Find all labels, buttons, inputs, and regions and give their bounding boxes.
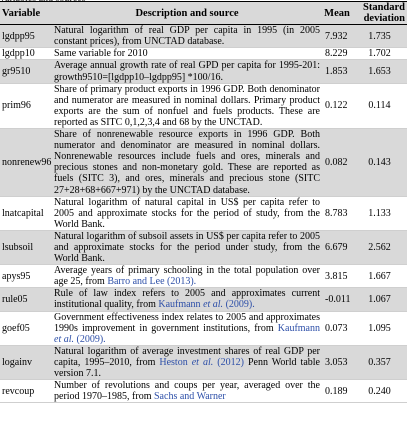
sd-cell: 0.357	[352, 345, 407, 379]
citation-authors: Kaufmann	[277, 322, 320, 334]
mean-cell: 8.229	[322, 48, 352, 60]
sd-cell: 2.562	[352, 230, 407, 264]
sd-cell: 1.653	[352, 60, 407, 83]
sd-cell: 1.667	[352, 265, 407, 288]
description-cell	[52, 311, 322, 345]
description-text: Government effectiveness index relates to 2005 and approximates 1990s improvement in government institutions, from	[54, 311, 320, 334]
table-row	[0, 265, 407, 288]
header-description: Description and source	[52, 2, 322, 25]
citation-et-al: et al.	[54, 333, 74, 345]
description-cell	[52, 129, 322, 197]
description-text: Natural logarithm of natural capital in US$ per capita refer to 2005 and approximate stocks for the period of study, from the World Bank.	[54, 196, 320, 230]
description-text: Same variable for 2010	[54, 48, 148, 60]
description-text: Share of primary product exports in 1996 GDP. Both denominator and numerator are measured in nominal dollars. Primary product exports are the sum of nonfuel and fuels products. These are reported as SITC 0,1,2,3,4 and 68 by the UNCTAD.	[54, 83, 320, 128]
header-mean: Mean	[322, 2, 352, 25]
table-header	[0, 2, 407, 25]
description-text: Average years of primary schooling in the total population over age 25, from	[54, 265, 320, 288]
variable-cell: apys95	[0, 265, 52, 288]
mean-cell: 1.853	[322, 60, 352, 83]
variable-cell: lgdpp95	[0, 25, 52, 48]
variable-cell: revcoup	[0, 380, 52, 403]
description-cell	[52, 60, 322, 83]
variable-cell: rule05	[0, 288, 52, 311]
mean-cell: -0.011	[322, 288, 352, 311]
citation-year: (2012)	[213, 356, 244, 368]
description-cell	[52, 345, 322, 379]
mean-cell: 0.122	[322, 83, 352, 128]
table-row	[0, 60, 407, 83]
description-text: Natural logarithm of subsoil assets in US$ per capita refer to 2005 and approximate stocks for the period under study, from the World Bank.	[54, 230, 320, 265]
table-row	[0, 345, 407, 379]
mean-cell: 0.073	[322, 311, 352, 345]
variable-cell: goef05	[0, 311, 52, 345]
description-text: Rule of law index refers to 2005 and approximates current institutional quality, from	[54, 288, 320, 311]
table-row	[0, 196, 407, 230]
sd-cell: 0.114	[352, 83, 407, 128]
citation-et-al: et al.	[203, 299, 224, 311]
variable-cell: nonrenew96	[0, 129, 52, 197]
variable-cell: gr9510	[0, 60, 52, 83]
sd-cell: 0.143	[352, 129, 407, 197]
description-cell	[52, 83, 322, 128]
description-cell	[52, 48, 322, 60]
citation-link[interactable]	[107, 276, 196, 287]
description-cell	[52, 265, 322, 288]
citation-year: (2009).	[74, 333, 106, 345]
description-tail: Penn World table version 7.1.	[54, 356, 320, 379]
variable-cell: lgdpp10	[0, 48, 52, 60]
sd-cell: 0.240	[352, 380, 407, 403]
mean-cell: 0.189	[322, 380, 352, 403]
mean-cell: 3.053	[322, 345, 352, 379]
sd-cell: 1.735	[352, 25, 407, 48]
header-variable: Variable	[0, 2, 52, 25]
description-text: Natural logarithm of average investment shares of real GDP per capita, 1995–2010, from	[54, 345, 320, 368]
table-row	[0, 25, 407, 48]
table-row	[0, 129, 407, 197]
description-text: Natural logarithm of real GDP per capita in 1995 (in 2005 constant prices), from UNCTAD database.	[54, 25, 320, 48]
variable-cell: logainv	[0, 345, 52, 379]
description-text: Share of nonrenewable resource exports in 1996 GDP. Both numerator and denominator are measured in nominal dollars. Nonrenewable resources include fuels and ores, minerals and precious stones and non-monetary gold. These are reported as fuels (SITC 3), and ores, minerals and precious stone (SITC 27+28+68+667+971) by the UNCTAD database.	[54, 129, 320, 196]
description-cell	[52, 196, 322, 230]
mean-cell: 7.932	[322, 25, 352, 48]
sd-cell: 1.133	[352, 196, 407, 230]
description-cell	[52, 380, 322, 403]
sd-cell: 1.067	[352, 288, 407, 311]
sd-cell: 1.702	[352, 48, 407, 60]
citation-authors: Kaufmann	[158, 299, 204, 311]
mean-cell: 3.815	[322, 265, 352, 288]
citation-link[interactable]	[158, 299, 254, 310]
variable-cell: prim96	[0, 83, 52, 128]
mean-cell: 6.679	[322, 230, 352, 264]
mean-cell: 8.783	[322, 196, 352, 230]
table-row	[0, 311, 407, 345]
table-body	[0, 25, 407, 403]
table-row	[0, 288, 407, 311]
citation-authors: Sachs and Warner	[154, 391, 226, 403]
table-row	[0, 230, 407, 264]
description-cell	[52, 230, 322, 264]
table-row	[0, 380, 407, 403]
citation-link[interactable]	[159, 357, 244, 368]
citation-link[interactable]	[154, 391, 226, 402]
header-standard-deviation: Standard deviation	[352, 2, 407, 25]
variable-cell: lsubsoil	[0, 230, 52, 264]
table-row	[0, 48, 407, 60]
description-text: Average annual growth rate of real GPD per capita for 1995-201: growth9510=[lgdpp10–lgdpp95] *100/16.	[54, 60, 320, 83]
mean-cell: 0.082	[322, 129, 352, 197]
description-cell	[52, 25, 322, 48]
description-cell	[52, 288, 322, 311]
sd-cell: 1.095	[352, 311, 407, 345]
variables-table	[0, 1, 407, 403]
citation-authors: Barro and Lee (2013).	[107, 276, 197, 288]
description-text: Number of revolutions and coups per year, averaged over the period 1970–1985, from	[54, 380, 320, 403]
citation-et-al: et al.	[191, 356, 214, 368]
variable-cell: lnatcapital	[0, 196, 52, 230]
table-row	[0, 83, 407, 128]
citation-year: (2009).	[223, 299, 255, 311]
citation-authors: Heston	[159, 356, 192, 368]
